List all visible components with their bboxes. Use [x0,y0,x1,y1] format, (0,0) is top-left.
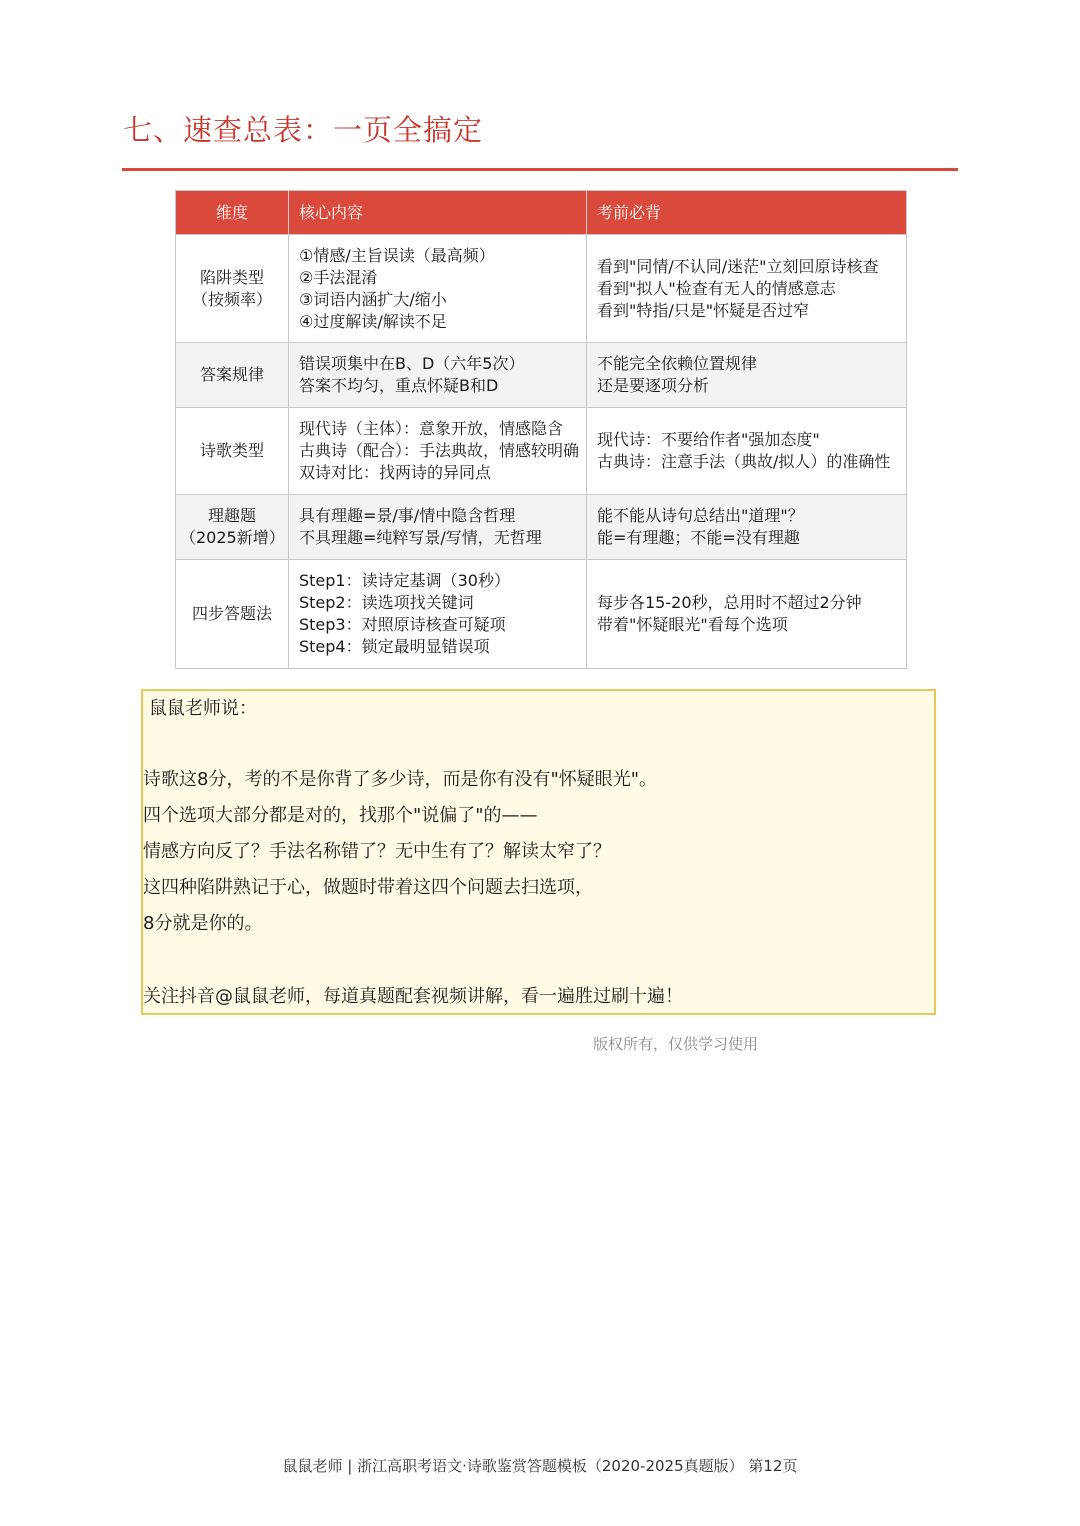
header-dimension: 维度 [176,191,289,235]
cell-text: 古典诗：注意手法（典故/拟人）的准确性 [597,452,891,471]
cell-text: ①情感/主旨误读（最高频） [299,245,495,265]
cell-text: 带着"怀疑眼光"看每个选项 [597,615,788,634]
row-content [289,408,587,495]
row-content [289,235,587,343]
cell-text: 能=有理趣；不能=没有理趣 [597,528,800,547]
row-content [289,495,587,560]
cell-text: 答案不均匀，重点怀疑B和D [299,376,499,395]
cell-text: ③词语内涵扩大/缩小 [299,289,447,309]
cell-text: 错误项集中在B、D（六年5次） [299,354,525,373]
note-heading: 鼠鼠老师说： [149,698,257,719]
cell-text: 还是要逐项分析 [597,376,710,395]
cell-text: Step1：读诗定基调（30秒） [299,571,510,590]
cell-text: ④过度解读/解读不足 [299,311,447,331]
page-title: 七、速查总表：一页全搞定 [123,113,484,147]
row-memorize [587,560,907,669]
copyright-notice: 版权所有，仅供学习使用 [593,1035,759,1053]
table-row [176,495,907,560]
row-dimension [176,235,289,343]
cell-text: 每步各15-20秒，总用时不超过2分钟 [597,593,862,612]
cell-text: 现代诗（主体）：意象开放，情感隐含 [299,419,564,438]
row-dimension [176,495,289,560]
note-line: 情感方向反了？手法名称错了？无中生有了？解读太窄了？ [143,841,611,862]
cell-text: 四步答题法 [191,604,272,623]
table-header-row [176,191,907,235]
cell-text: Step2：读选项找关键词 [299,593,474,612]
row-dimension [176,408,289,495]
cell-text: 诗歌类型 [199,441,264,460]
table-row [176,235,907,343]
cell-text: 看到"特指/只是"怀疑是否过窄 [597,300,810,320]
note-line: 诗歌这8分，考的不是你背了多少诗，而是你有没有"怀疑眼光"。 [143,769,658,790]
cell-text: ②手法混淆 [299,267,378,287]
quick-reference-table [175,190,907,669]
cell-text: 理趣题 [207,506,256,525]
row-memorize [587,495,907,560]
cell-text: （2025新增） [180,528,285,547]
note-line: 四个选项大部分都是对的，找那个"说偏了"的—— [143,805,538,826]
cell-text: 古典诗（配合）：手法典故，情感较明确 [299,441,580,460]
cell-text: 陷阱类型 [199,267,264,287]
header-must-memorize: 考前必背 [587,191,907,235]
row-dimension [176,343,289,408]
table-row [176,343,907,408]
note-line: 8分就是你的。 [143,913,263,934]
table-row [176,560,907,669]
cell-text: 不具理趣=纯粹写景/写情，无哲理 [299,528,542,547]
cell-text: 能不能从诗句总结出"道理"？ [597,506,804,525]
note-line: 这四种陷阱熟记于心，做题时带着这四个问题去扫选项， [143,877,593,898]
cell-text: 答案规律 [199,365,264,384]
title-divider [122,168,958,171]
note-call-to-action: 关注抖音@鼠鼠老师，每道真题配套视频讲解，看一遍胜过刷十遍！ [143,986,683,1007]
cell-text: 看到"同情/不认同/迷茫"立刻回原诗核查 [597,256,879,276]
cell-text: Step3：对照原诗核查可疑项 [299,615,506,634]
cell-text: 现代诗：不要给作者"强加态度" [597,430,820,449]
teacher-note-box [141,689,936,1015]
header-core-content: 核心内容 [289,191,587,235]
cell-text: 具有理趣=景/事/情中隐含哲理 [299,506,516,525]
cell-text: Step4：锁定最明显错误项 [299,637,490,656]
row-dimension [176,560,289,669]
cell-text: 双诗对比：找两诗的异同点 [299,463,492,482]
row-content [289,560,587,669]
cell-text: 看到"拟人"检查有无人的情感意志 [597,278,836,298]
cell-text: （按频率） [191,289,272,309]
row-content [289,343,587,408]
cell-text: 不能完全依赖位置规律 [597,354,758,373]
row-memorize [587,235,907,343]
row-memorize [587,408,907,495]
page-footer: 鼠鼠老师 | 浙江高职考语文·诗歌鉴赏答题模板（2020-2025真题版） 第12页 [282,1457,798,1475]
row-memorize [587,343,907,408]
table-row [176,408,907,495]
